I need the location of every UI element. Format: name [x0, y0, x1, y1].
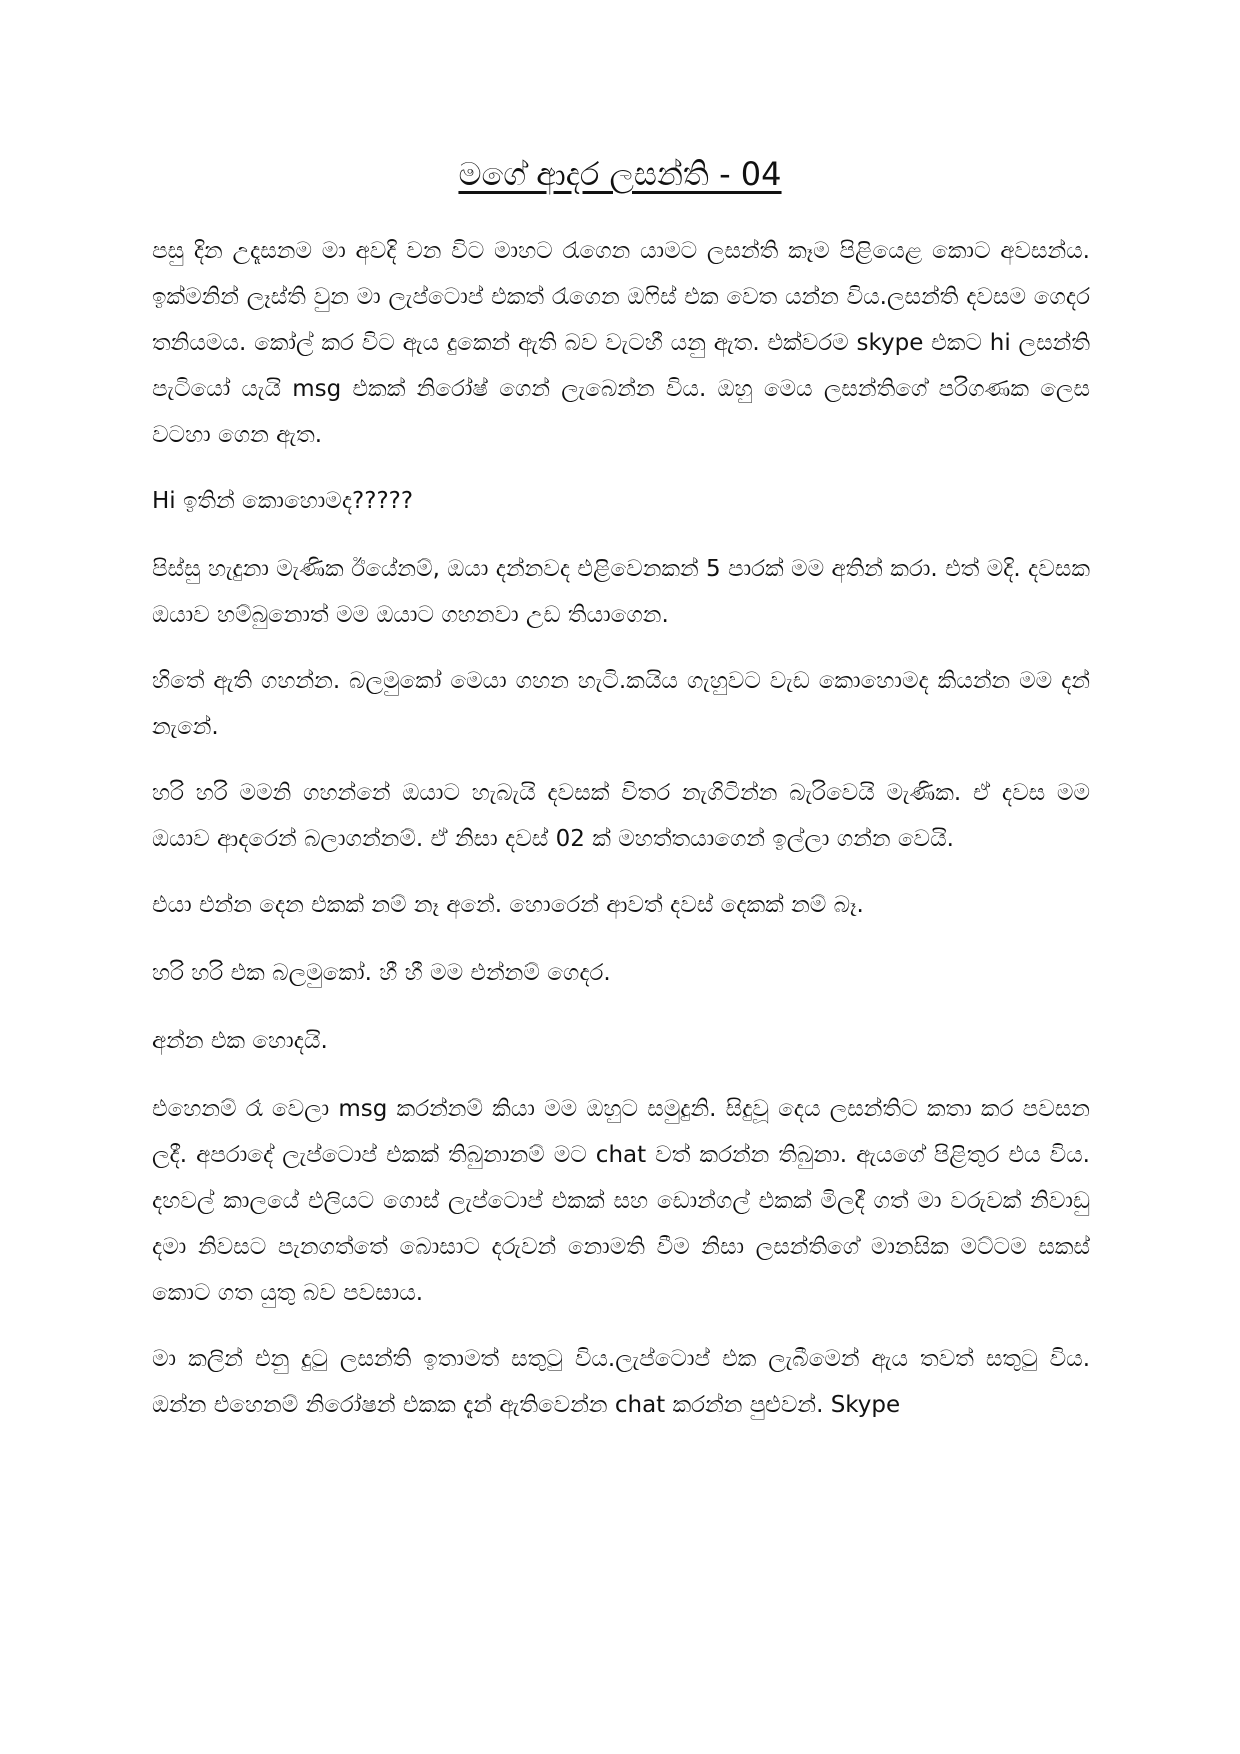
paragraph-6: එයා එන්න දෙන එකක් නම් නෑ අනේ. හොරෙන් ආවත් දවස් දෙකක් නම් බෑ.: [152, 892, 864, 918]
story-body: [152, 228, 1090, 1448]
paragraph-1: පසු දින උදෑසනම මා අවදි වන විට මාහට රැගෙන යාමට ලසන්ති කෑම පිළියෙළ කොට අවසන්ය. ඉක්මනින් ලෑස්ති වුන මා ලැප්ටොප් එකත් රැගෙන ඔෆිස් එක වෙත යන්න විය.ලසන්ති දවසම ගෙදර තනියමය. කෝල් කර විට ඇය දුකෙන් ඇති බව වැටහී යනු ඇත. එක්වරම skype එකට hi ලසන්ති පැටියෝ යැයි msg එකක් නිරෝෂ් ගෙන් ලැබෙන්න විය. ඔහු මෙය ලසන්තිගේ පරිගණක ලෙස වටහා ගෙන ඇත.: [152, 238, 1090, 448]
paragraph-8: අන්න එක හොදයි.: [152, 1028, 328, 1054]
paragraph-10: මා කලින් එනු දුටු ලසන්ති ඉතාමත් සතුටු විය.ලැප්ටොප් එක ලැබීමෙන් ඇය තවත් සතුටු විය. ඔන්න එහෙනම් නිරෝෂන් එකක දැන් ඇතිවෙන්න chat කරන්න පුළුවන්. Skype: [152, 1346, 1090, 1418]
page-title: මගේ ආදර ලසන්ති - 04: [458, 155, 782, 193]
paragraph-9: එහෙනම් රෑ වෙලා msg කරන්නම් කියා මම ඔහුට සමුදුනි. සිදුවූ දෙය ලසන්තිට කතා කර පවසන ලදී. අපරාදේ ලැප්ටොප් එකක් තිබුනානම් මට chat වත් කරන්න තිබුනා. ඇයගේ පිළිතුර එය විය. දහවල් කාලයේ එලියට ගොස් ලැප්ටොප් එකක් සහ ඩොන්ගල් එකක් මිලදී ගත් මා වරුවක් නිවාඩු දමා නිවසට පැනගත්තේ බොසාට දරුවන් නොමති වීම නිසා ලසන්තිගේ මානසික මට්ටම සකස් කොට ගත යුතු බව පවසාය.: [152, 1096, 1090, 1306]
paragraph-3: පිස්සු හැදුනා මැණික ඊයේනම්, ඔයා දන්නවද එළිවෙනකන් 5 පාරක් මම අතින් කරා. එත් මදි. දවසක ඔයාව හම්බුනොත් මම ඔයාට ගහනවා උඩ තියාගෙන.: [152, 556, 1090, 628]
paragraph-7: හරි හරි එක බලමුකෝ. හී හී මම එන්නම් ගෙදර.: [152, 960, 611, 986]
paragraph-2: Hi ඉතින් කොහොමද?????: [152, 488, 414, 514]
paragraph-5: හරි හරි මමනි ගහන්නේ ඔයාට හැබැයි දවසක් විතර නැගිටින්න බැරිවෙයි මැණික. ඒ දවස මම ඔයාව ආදරෙන් බලාගන්නම්. ඒ නිසා දවස් 02 ක් මහත්තයාගෙන් ඉල්ලා ගන්න වෙයි.: [152, 780, 1090, 852]
paragraph-4: හිතේ ඇති ගහන්න. බලමුකෝ මෙයා ගහන හැටි.කයිය ගැහුවට වැඩ කොහොමද කියන්න මම දන් නැනේ.: [152, 668, 1090, 740]
